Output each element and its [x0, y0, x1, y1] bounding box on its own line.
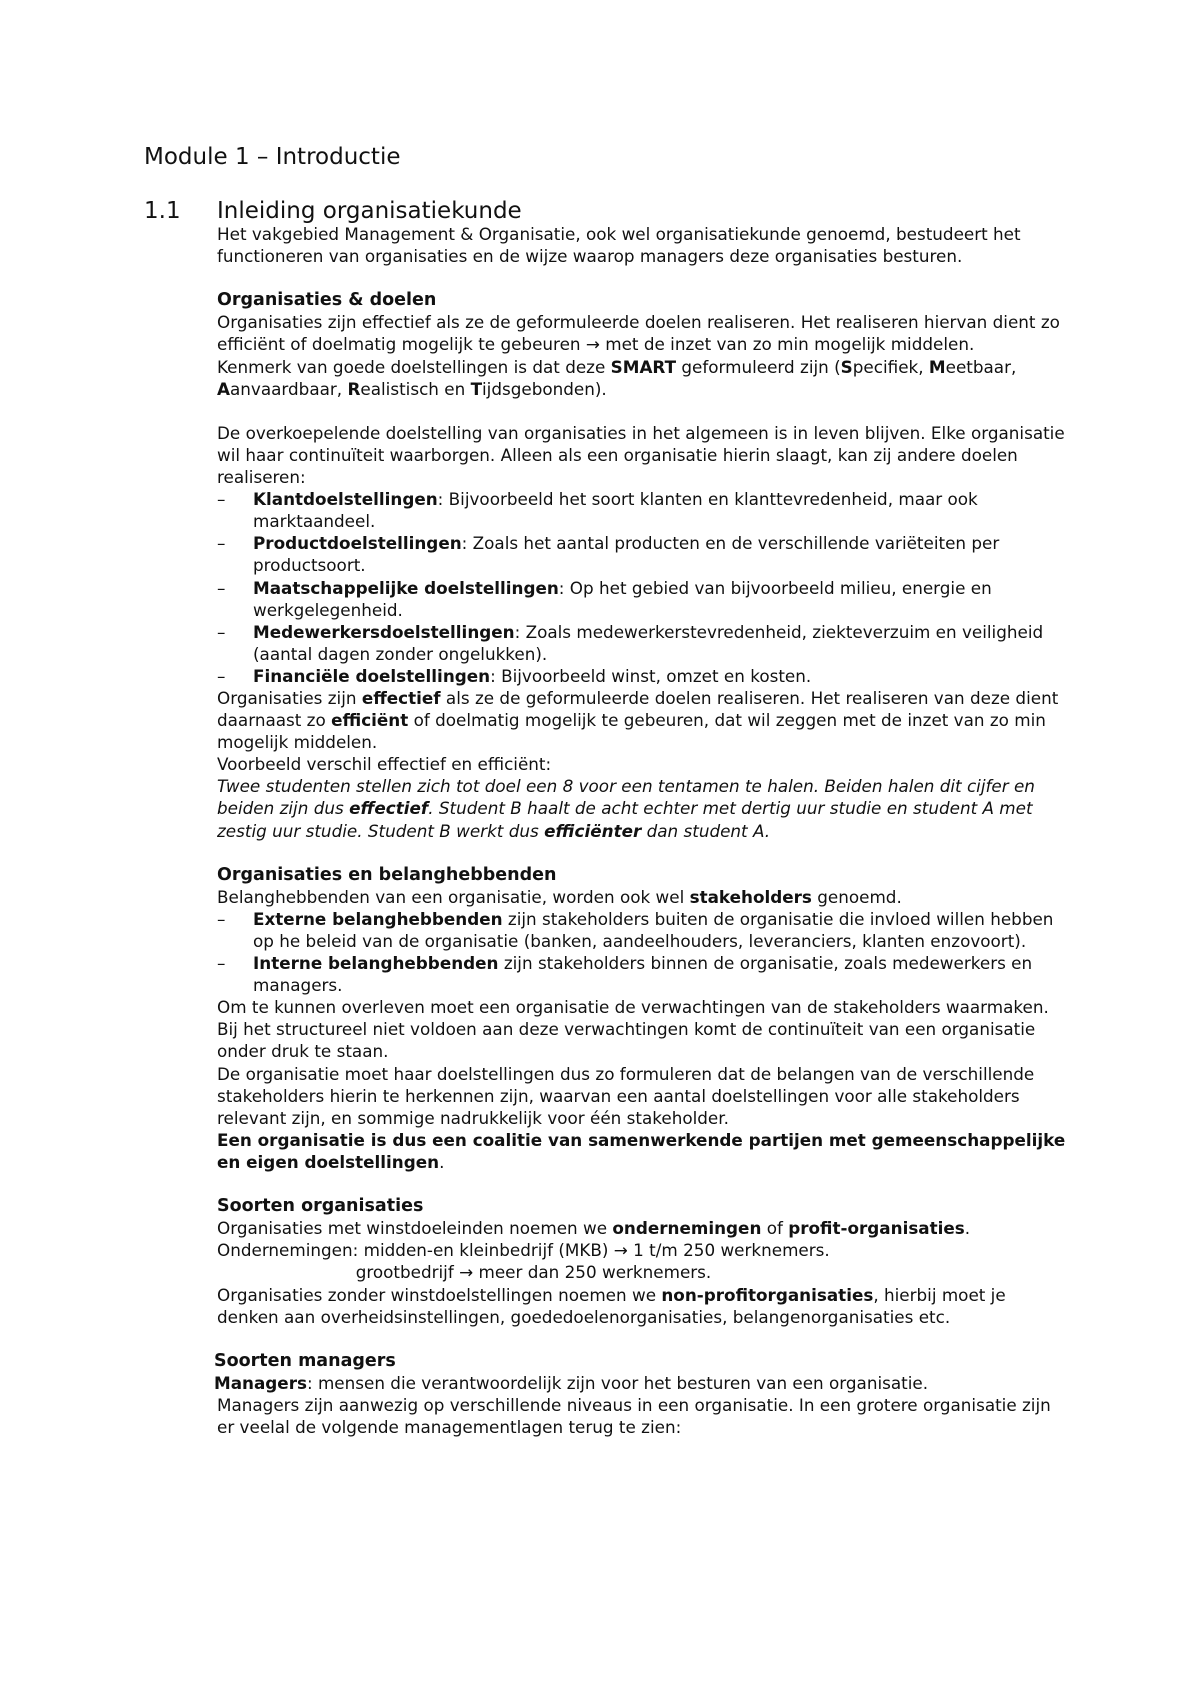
belanghebbenden-list — [217, 908, 1067, 996]
soorten-org-paragraph-2: Organisaties zonder winstdoelstellingen noemen we non-profitorganisaties, hierbij moet je denken aan overheidsinstellingen, goededoelenorganisaties, belangenorganisaties etc. — [217, 1284, 1006, 1327]
list-item: – Maatschappelijke doelstellingen: Op het gebied van bijvoorbeeld milieu, energie en werkgelegenheid. — [217, 577, 1067, 621]
list-item: – Externe belanghebbenden zijn stakeholders buiten de organisatie die invloed willen hebben op he beleid van de organisatie (banken, aandeelhouders, leveranciers, klanten enzovoort). — [217, 908, 1067, 952]
doelen-paragraph-2: De overkoepelende doelstelling van organisaties in het algemeen is in leven blijven. Elke organisatie wil haar continuïteit waarborgen. Alleen als een organisatie hierin slaagt, kan zij andere doelen realiseren: — [217, 422, 1065, 488]
ondernemingen-line-2: grootbedrijf → meer dan 250 werknemers. — [217, 1262, 712, 1283]
belang-paragraph-3: De organisatie moet haar doelstellingen dus zo formuleren dat de belangen van de verschillende stakeholders hierin te herkennen zijn, waarvan een aantal doelstellingen voor alle stakeholders relevant zijn, en sommige nadrukkelijk voor één stakeholder. — [217, 1063, 1035, 1128]
list-item: – Productdoelstellingen: Zoals het aantal producten en de verschillende variëteiten per productsoort. — [217, 532, 1067, 576]
section-number: 1.1 — [144, 198, 181, 224]
module-title: Module 1 – Introductie — [144, 144, 401, 170]
example-paragraph: Twee studenten stellen zich tot doel een 8 voor een tentamen te halen. Beiden halen dit cijfer en beiden zijn dus effectief. Student B haalt de acht echter met dertig uur studie en student A met zestig uur studie. Student B werkt dus efficiënter dan student A. — [217, 776, 1035, 841]
doelen-paragraph-4: Voorbeeld verschil effectief en efficiënt: — [217, 754, 552, 775]
list-item: – Interne belanghebbenden zijn stakeholders binnen de organisatie, zoals medewerkers en managers. — [217, 952, 1067, 996]
doelstellingen-list — [217, 488, 1067, 687]
heading-belanghebbenden: Organisaties en belanghebbenden — [217, 864, 557, 885]
heading-soorten-managers: Soorten managers — [214, 1350, 396, 1371]
belang-paragraph-2: Om te kunnen overleven moet een organisatie de verwachtingen van de stakeholders waarmaken. Bij het structureel niet voldoen aan deze verwachtingen komt de continuïteit van een organisatie onder druk te staan. — [217, 997, 1049, 1062]
belang-paragraph-1: Belanghebbenden van een organisatie, worden ook wel stakeholders genoemd. — [217, 886, 902, 907]
section-content — [214, 223, 1067, 1438]
soorten-man-paragraph-1: Managers: mensen die verantwoordelijk zijn voor het besturen van een organisatie. — [214, 1372, 929, 1393]
smart-paragraph: Kenmerk van goede doelstellingen is dat deze SMART geformuleerd zijn (Specifiek, Meetbaar, Aanvaardbaar, Realistisch en Tijdsgebonden). — [217, 356, 1017, 399]
heading-organisaties-doelen: Organisaties & doelen — [217, 290, 437, 311]
doelen-paragraph-3: Organisaties zijn effectief als ze de geformuleerde doelen realiseren. Het realiseren van deze dient daarnaast zo efficiënt of doelmatig mogelijk te gebeuren, dat wil zeggen met de inzet van zo min mogelijk middelen. — [217, 687, 1059, 753]
section-title: Inleiding organisatiekunde — [217, 198, 522, 224]
section-heading — [144, 196, 522, 226]
intro-paragraph: Het vakgebied Management & Organisatie, ook wel organisatiekunde genoemd, bestudeert het functioneren van organisaties en de wijze waarop managers deze organisaties besturen. — [217, 224, 1021, 267]
heading-soorten-organisaties: Soorten organisaties — [217, 1196, 424, 1217]
soorten-org-paragraph-1: Organisaties met winstdoeleinden noemen we ondernemingen of profit-organisaties. — [217, 1218, 971, 1239]
ondernemingen-line-1: Ondernemingen: midden-en kleinbedrijf (MKB) → 1 t/m 250 werknemers. — [217, 1240, 830, 1261]
doelen-paragraph-1: Organisaties zijn effectief als ze de geformuleerde doelen realiseren. Het realiseren hiervan dient zo efficiënt of doelmatig mogelijk te gebeuren → met de inzet van zo min mogelijk middelen. — [217, 312, 1060, 355]
soorten-man-paragraph-2: Managers zijn aanwezig op verschillende niveaus in een organisatie. In een grotere organisatie zijn er veelal de volgende managementlagen terug te zien: — [217, 1394, 1051, 1438]
belang-paragraph-4: Een organisatie is dus een coalitie van samenwerkende partijen met gemeenschappelijke en eigen doelstellingen. — [217, 1129, 1066, 1172]
list-item: – Medewerkersdoelstellingen: Zoals medewerkerstevredenheid, ziekteverzuim en veiligheid (aantal dagen zonder ongelukken). — [217, 621, 1067, 665]
list-item: – Klantdoelstellingen: Bijvoorbeeld het soort klanten en klanttevredenheid, maar ook marktaandeel. — [217, 488, 1067, 532]
list-item: – Financiële doelstellingen: Bijvoorbeeld winst, omzet en kosten. — [217, 665, 1067, 687]
